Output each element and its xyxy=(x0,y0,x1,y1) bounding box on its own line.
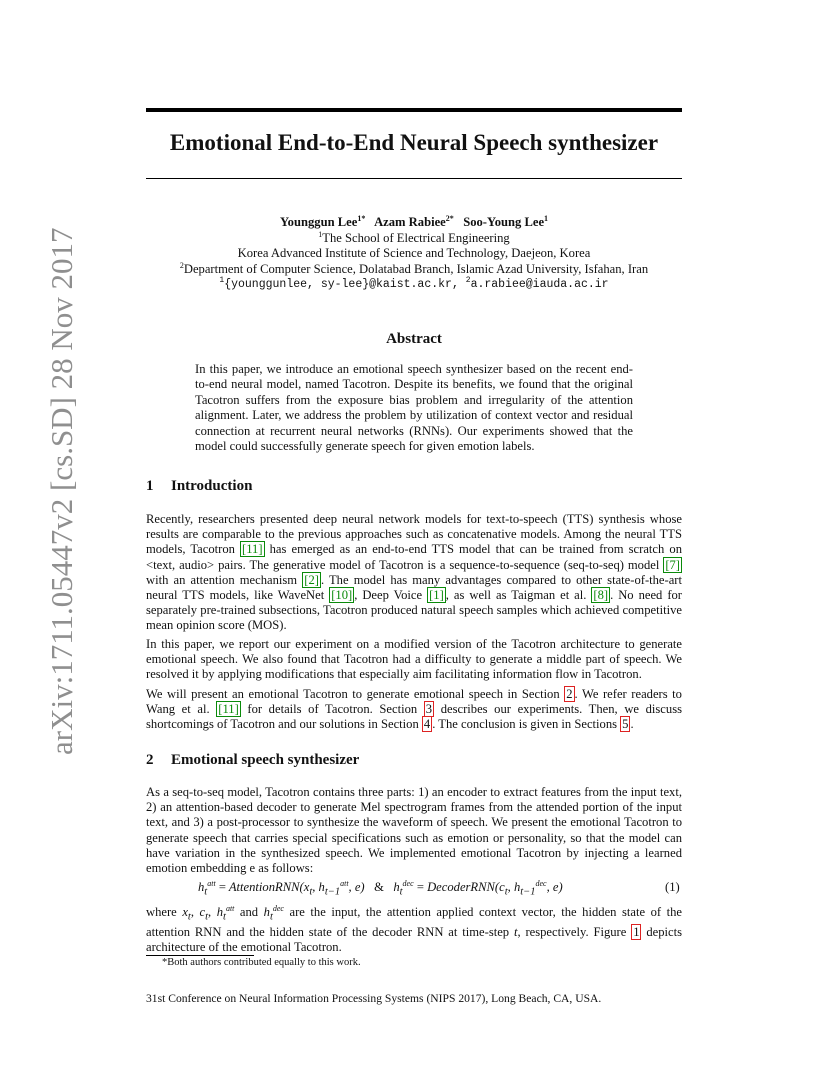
abstract-heading: Abstract xyxy=(386,331,442,347)
author-emails: $^1${younggunlee, sy-lee}@kaist.ac.kr, $^2$a.rabiee@iauda.ac.ir xyxy=(219,276,609,291)
conference-note: 31st Conference on Neural Information Processing Systems (NIPS 2017), Long Beach, CA, USA. xyxy=(146,992,602,1005)
section-2-number: 2 xyxy=(146,752,154,768)
section-link[interactable]: 3 xyxy=(425,702,433,717)
citation-link[interactable]: [10] xyxy=(331,588,353,603)
section-link[interactable]: 5 xyxy=(622,717,629,732)
section-2-title: Emotional speech synthesizer xyxy=(171,752,360,768)
citation-link[interactable]: [2] xyxy=(304,572,319,587)
citation-link[interactable]: [8] xyxy=(593,588,609,603)
section-link[interactable]: 4 xyxy=(423,717,431,732)
affiliation-1: $^1$The School of Electrical Engineering xyxy=(318,229,510,245)
citation-link[interactable]: [7] xyxy=(665,557,680,572)
equation-1: $h_t^{att}$ = $AttentionRNN(x_t$, $h_{t-1}^{att}$, e) & $h_t^{dec}$ = $DecoderRNN(c_t$, $h_{t-1}^{dec}$, e) xyxy=(198,878,563,898)
section-2-paragraph-2: where $x_t$, $c_t$, $h_t^{att}$ and $h_t^{dec}$ are the input, the attention applied context vector, the hidden state of the attention RNN and the hidden state of the decoder RNN at time-step t, respectively. Figure 1 depicts architecture of the emotional Tacotron. xyxy=(146,903,683,954)
abstract-text: In this paper, we introduce an emotional speech synthesizer based on the recent end-to-end neural model, named Tacotron. Despite its benefits, we found that the original Tacotron suffers from the exposure bias problem and irregularity of the attention alignment. Later, we address the problem by utilization of context vector and residual connection at recurrent neural networks (RNNs). Our experiments showed that the model could successfully generate speech for given emotion labels. xyxy=(195,362,633,454)
affiliation-1-institute: Korea Advanced Institute of Science and Technology, Daejeon, Korea xyxy=(237,246,591,260)
title-bottom-rule xyxy=(146,178,682,179)
footnote: *Both authors contributed equally to this work. xyxy=(162,957,361,968)
arxiv-identifier: arXiv:1711.05447v2 [cs.SD] 28 Nov 2017 xyxy=(44,227,79,755)
intro-paragraph-2: In this paper, we report our experiment on a modified version of the Tacotron architecture to generate emotional speech. We also found that Tacotron had a difficulty to generate a middle part of speech. We resolved it by applying modifications that especially aim facilitating information flow in Tacotron. xyxy=(146,637,682,682)
paper-title: Emotional End-to-End Neural Speech synthesizer xyxy=(169,130,659,155)
title-top-rule xyxy=(146,108,682,112)
figure-link[interactable]: 1 xyxy=(633,924,640,939)
author-block xyxy=(146,215,682,293)
section-1-title: Introduction xyxy=(171,478,253,494)
author-names: Younggun Lee$^{1*}$ Azam Rabiee$^{2*}$ Soo-Young Lee$^1$ xyxy=(279,213,549,229)
section-link[interactable]: 2 xyxy=(566,687,573,701)
intro-paragraph-3: We will present an emotional Tacotron to generate emotional speech in Section 2 . We refer readers to Wang et al. [11] for details of Tacotron. Section 3 describes our experiments. Then, we discuss shortcomings of Tacotron and our solutions in Section 4 . The conclusion is given in Sections 5 . xyxy=(146,687,682,732)
affiliation-2: $^2$Department of Computer Science, Dolatabad Branch, Islamic Azad University, Isfahan, Iran xyxy=(179,260,649,276)
citation-link[interactable]: [11] xyxy=(242,542,263,557)
section-1-number: 1 xyxy=(146,478,154,494)
equation-number: (1) xyxy=(665,880,680,894)
section-1-heading xyxy=(146,478,252,495)
citation-link[interactable]: [1] xyxy=(429,588,444,603)
intro-paragraph-1: Recently, researchers presented deep neural network models for text-to-speech (TTS) synthesis whose results are comparable to the previous approaches such as concatenative models. Among the neural TTS models, Tacotron [11] has emerged as an end-to-end TTS model that can be trained from scratch on <text, audio> pairs. The generative model of Tacotron is a sequence-to-sequence (seq-to-seq) model [7] with an attention mechanism [2] . The model has many advantages compared to other state-of-the-art neural TTS models, like WaveNet [10] , Deep Voice [1] , as well as Taigman et al. [8] . No need for separately pre-trained subsections, Tacotron produced natural speech samples which achieved competitive mean opinion score (MOS). xyxy=(146,512,682,633)
footnote-rule xyxy=(146,955,254,956)
section-2-paragraph-1: As a seq-to-seq model, Tacotron contains three parts: 1) an encoder to extract features from the input text, 2) an attention-based decoder to generate Mel spectrogram frames from the attended portion of the input text, and 3) a post-processor to synthesize the waveform of speech. We present the emotional Tacotron to generate speech that carries special specifications such as emotion or personality, so that the model can have variation in the synthesized speech. We implemented emotional Tacotron by injecting a learned emotion embedding e as follows: xyxy=(146,785,682,876)
section-2-heading xyxy=(146,752,359,769)
citation-link[interactable]: [11] xyxy=(218,702,239,717)
